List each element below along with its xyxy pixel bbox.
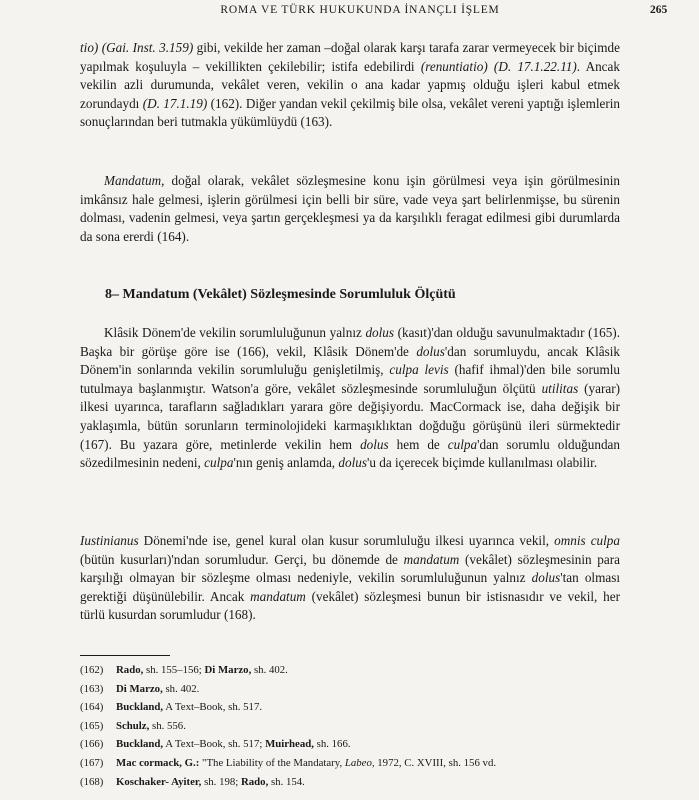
term-iustinianus: Iustinianus	[80, 533, 139, 548]
footnote-author: Rado,	[116, 664, 144, 676]
paragraph-2	[80, 172, 620, 246]
footnote-item	[80, 680, 620, 699]
paragraph-1	[80, 39, 620, 132]
text-run: (162). Diğer yandan vekil çekilmiş bile olsa, vekâlet vereni yaptığı işlemlerin sonuçlarından beri tutmakla yükümlüydü (163).	[80, 95, 621, 130]
footnote-author: Schulz,	[116, 719, 150, 732]
footnote-item	[80, 735, 620, 754]
text-run: (kasıt)'dan olduğu savunulmaktadır (165). Başka bir görüşe göre ise (166), vekil, Klâsik Dönem'de	[80, 325, 620, 359]
text-run: 'nın geniş anlamda,	[233, 455, 339, 471]
footnote-text: sh. 556.	[149, 719, 186, 732]
footnote-author: Di Marzo,	[204, 664, 252, 676]
footnote-number: (168)	[80, 775, 104, 788]
term-utilitas: utilitas	[541, 380, 579, 396]
citation-digest-1: (D. 17.1.22.11)	[493, 58, 577, 74]
text-run: hem de	[388, 436, 448, 452]
term-culpa: culpa	[447, 436, 478, 452]
footnote-author: Di Marzo,	[116, 682, 163, 695]
text-run: 'tan olması gerektiği düşünülebilir. Ancak	[80, 570, 620, 604]
citation-gai-inst: tio) (Gai. Inst. 3.159)	[80, 40, 194, 55]
term-dolus: dolus	[531, 570, 561, 586]
text-run: , doğal olarak, vekâlet sözleşmesine konu işin görülmesi veya işin görülmesinin imkânsız hale gelmesi, işlerin görülmesi için belli bir süre, vade veya şart belirlenmişse, bu sürenin dolması, vadenin gelmesi, veya şartın gerçekleşmesi ya da karşılıklı feragat edilmesi gibi durumlarda da sona ererdi (164).	[80, 173, 620, 244]
paragraph-3	[80, 324, 620, 473]
text-run: (hafif ihmal)'den bile sorumlu tutulmaya başlanmıştır. Watson'a göre, vekâlet sözleşmesinde sorumluluğun ölçütü	[80, 362, 620, 396]
footnote-author: Buckland,	[116, 701, 164, 714]
footnote-text: A Text–Book, sh. 517;	[163, 738, 266, 751]
page-number: 265	[650, 4, 668, 16]
footnotes	[80, 661, 620, 791]
footnote-text: sh. 154.	[268, 775, 305, 788]
text-run: 'u da içerecek biçimde kullanılması olabilir.	[366, 455, 598, 471]
text-run: 'dan sorumluydu, ancak Klâsik Dönem'in sonlarında vekilin sorumluluğu genişletilmiş,	[80, 343, 620, 378]
text-run: (vekâlet) sözleşmesi bunun bir istisnasıdır ve vekil, her türlü kusurdan sorumludur (168).	[80, 588, 620, 623]
text-run: (vekâlet) sözleşmesinin para karşılığı olmayan bir sözleşme olması nedeniyle, vekilin sorumluluğunun yalnız	[80, 551, 621, 586]
running-header: ROMA VE TÜRK HUKUKUNDA İNANÇLI İŞLEM	[220, 4, 500, 16]
text-run: Klâsik Dönem'de vekilin sorumluluğunun yalnız	[104, 325, 366, 340]
footnote-item	[80, 717, 620, 736]
footnote-item	[80, 773, 620, 792]
footnote-text: sh. 402.	[162, 682, 200, 695]
footnote-number: (162)	[80, 664, 104, 676]
footnote-number: (165)	[80, 719, 104, 732]
term-omnis-culpa: omnis culpa	[554, 533, 620, 548]
term-dolus: dolus	[416, 343, 445, 359]
text-run: gibi, vekilde her zaman –doğal olarak karşı tarafa zarar vermeyecek bir biçimde yapılmak koşuluyla – vekillikten çekilebilir; istifa edebilirdi	[80, 40, 620, 74]
text-run: (yarar) ilkesi uyarınca, tarafların sağladıkları yarara göre değişiyordu. MacCormack ise, daha değişik bir yaklaşımla, bütün sorunların terminolojideki karmaşıklıktan doğduğu görüşünü ileri sürmektedir (167). Bu yazara göre, metinlerde vekilin hem	[80, 380, 620, 452]
footnote-author: Muirhead,	[265, 738, 314, 751]
footnote-item	[80, 661, 620, 680]
footnote-text: "The Liability of the Mandatary,	[199, 756, 345, 769]
footnote-text: 1972, C. XVIII, sh. 156 vd.	[374, 756, 497, 769]
citation-digest-2: (D. 17.1.19)	[142, 95, 208, 111]
term-culpa-levis: culpa levis	[389, 362, 449, 378]
footnote-text: sh. 155–156;	[143, 664, 205, 676]
footnote-text: A Text–Book, sh. 517.	[163, 701, 263, 714]
term-dolus: dolus	[338, 455, 367, 471]
footnote-text: sh. 402.	[251, 664, 288, 676]
footnote-item	[80, 698, 620, 717]
footnote-number: (167)	[80, 756, 104, 769]
text-run: (bütün kusurları)'ndan sorumludur. Gerçi, bu dönemde de	[80, 551, 404, 567]
paragraph-4	[80, 532, 620, 625]
footnote-author: Rado,	[240, 775, 269, 788]
footnote-text: sh. 166.	[313, 738, 351, 751]
footnote-separator	[80, 655, 170, 656]
footnote-number: (166)	[80, 738, 104, 751]
term-renuntiatio: (renuntiatio)	[420, 58, 488, 74]
term-mandatum: Mandatum	[104, 173, 162, 188]
footnote-author: Koschaker- Ayiter,	[116, 775, 202, 788]
term-dolus: dolus	[365, 325, 395, 340]
footnote-number: (163)	[80, 682, 104, 695]
footnote-text: Labeo,	[344, 756, 375, 769]
term-mandatum: mandatum	[250, 588, 306, 604]
section-heading: 8– Mandatum (Vekâlet) Sözleşmesinde Sorumluluk Ölçütü	[105, 287, 456, 302]
term-culpa: culpa	[204, 455, 234, 471]
footnote-author: Buckland,	[116, 738, 164, 751]
footnote-number: (164)	[80, 701, 104, 714]
term-dolus: dolus	[360, 436, 389, 452]
footnote-text: sh. 198;	[201, 775, 241, 788]
text-run: . Ancak vekilin azli durumunda, vekâlet veren, vekilin o ana kadar yapmış olduğu işleri kabul etmek zorundaydı	[80, 58, 620, 111]
text-run: Dönemi'nde ise, genel kural olan kusur sorumluluğu ilkesi uyarınca vekil,	[138, 533, 555, 548]
term-mandatum: mandatum	[403, 551, 460, 567]
text-run: 'dan sorumlu olduğundan sözedilmesinin nedeni,	[80, 436, 620, 471]
footnote-item	[80, 754, 620, 773]
footnote-author: Mac cormack, G.:	[116, 756, 200, 769]
